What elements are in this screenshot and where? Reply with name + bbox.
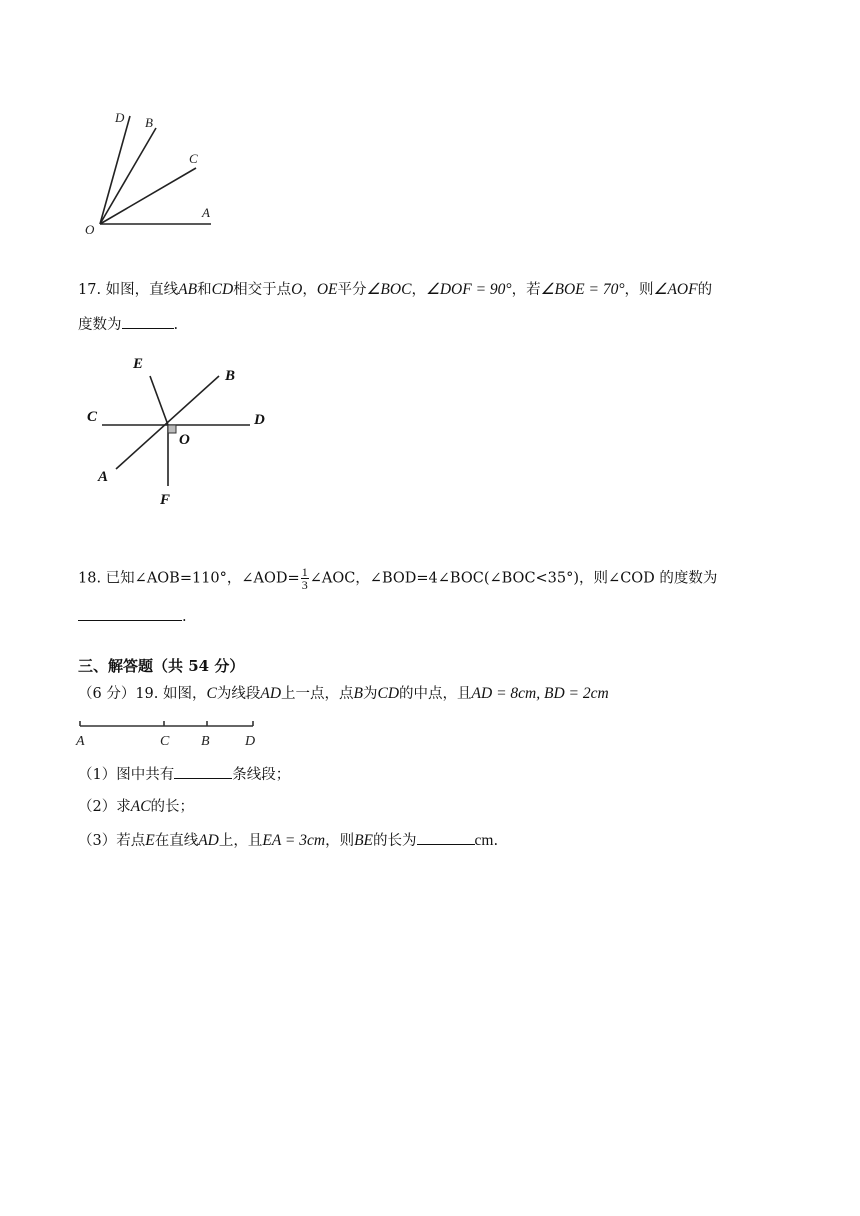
- label-O: O: [179, 432, 190, 448]
- question-18-line1: 18. 已知∠AOB=110°，∠AOD= $\frac{1}{3}$ ∠AOC，∠BOD=4∠BOC(∠BOC<35°)，则∠COD 的度数为: [78, 565, 718, 592]
- ray-OC: [100, 168, 196, 224]
- question-17-line2: 度数为 .: [78, 314, 178, 335]
- question-19-part2: （2）求AC的长；: [78, 798, 195, 815]
- question-19-part3: （3）若点E在直线AD上，且EA = 3cm，则BE的长为 cm.: [78, 832, 499, 849]
- label-C: C: [87, 409, 98, 425]
- label-D: D: [254, 412, 265, 428]
- label-D: D: [245, 734, 256, 749]
- answer-blank[interactable]: [417, 830, 475, 845]
- question-19-part1: （1）图中共有 条线段；: [78, 764, 290, 785]
- figure-segment-q19: [72, 716, 272, 752]
- label-O: O: [85, 222, 95, 237]
- figure-intersecting-lines-q17: [82, 348, 282, 516]
- answer-blank[interactable]: [122, 314, 174, 329]
- question-18-line2: .: [78, 606, 187, 627]
- right-angle-mark: [168, 425, 176, 433]
- ray-OB: [100, 128, 156, 224]
- label-A: A: [76, 734, 85, 749]
- answer-blank[interactable]: [78, 606, 182, 621]
- fraction-one-third: $\frac{1}{3}$: [301, 565, 308, 592]
- section-heading: 三、解答题（共 54 分）: [78, 657, 245, 675]
- question-number: 18: [78, 570, 97, 587]
- question-19-line1: （6 分）19. 如图，C为线段AD上一点，点B为CD的中点，且AD = 8cm, BD = 2cm: [78, 685, 609, 702]
- label-B: B: [201, 734, 210, 749]
- label-C: C: [160, 734, 170, 749]
- question-17-line1: 17. 如图，直线AB和CD相交于点O，OE平分∠BOC，∠DOF = 90°，若∠BOE = 70°，则∠AOF的: [78, 281, 713, 298]
- label-E: E: [133, 356, 144, 372]
- label-A: A: [98, 469, 109, 485]
- label-B: B: [225, 368, 236, 384]
- label-D: D: [115, 110, 125, 125]
- label-F: F: [160, 492, 171, 508]
- ray-OE: [150, 376, 168, 425]
- question-number: 17: [78, 282, 97, 298]
- label-A: A: [202, 205, 210, 220]
- question-score: （6 分）19: [78, 686, 154, 702]
- label-B: B: [145, 115, 153, 130]
- label-C: C: [189, 151, 198, 166]
- figure-angles-q16: [78, 105, 228, 240]
- answer-blank[interactable]: [174, 764, 232, 779]
- ray-OD: [100, 116, 130, 224]
